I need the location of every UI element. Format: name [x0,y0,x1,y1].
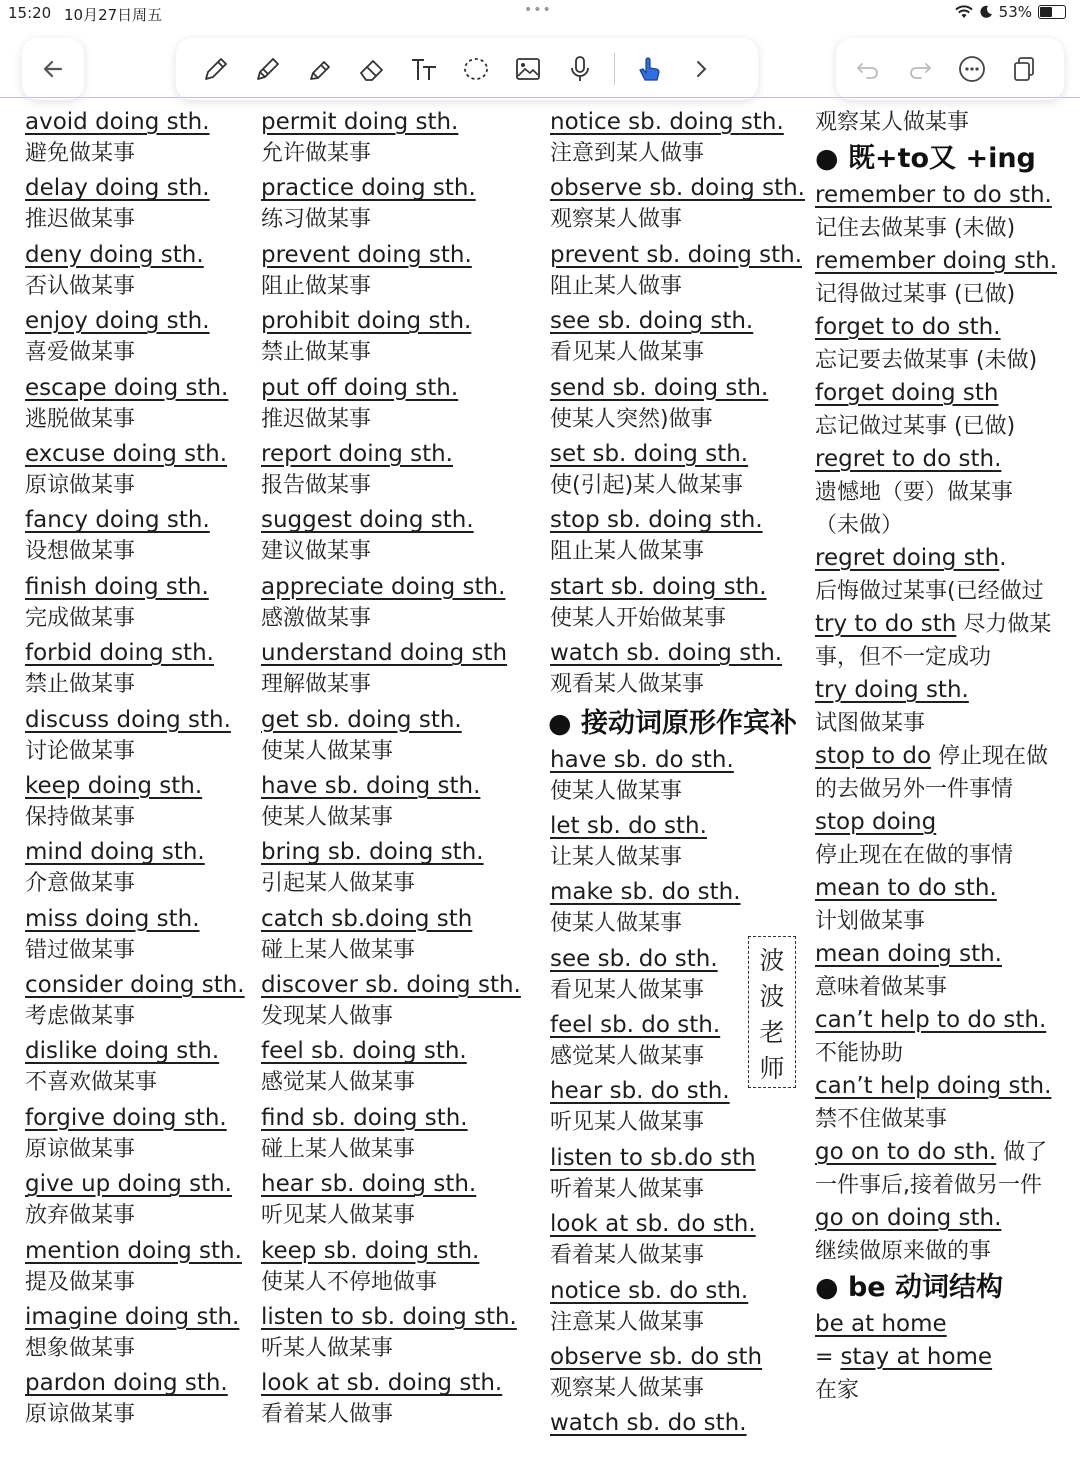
meaning-text: 停止现在做 [931,744,1049,769]
phrase-entry [550,637,810,703]
phrase-entry [25,438,251,504]
meaning-text: 试图做某事 [815,711,926,736]
chevron-right-icon [686,54,716,84]
phrase-entry [25,106,251,172]
column-4 [815,106,1075,1407]
phrase-entry [261,1301,541,1367]
phrase-text: report doing sth. [261,440,453,467]
phrase-entry [25,704,251,770]
meaning-text: 推迟做某事 [25,207,136,233]
phrase-entry [25,239,251,305]
phrase-text: delay doing sth. [25,175,210,202]
phrase-text: look at sb. do sth. [550,1211,756,1238]
phrase-entry [25,305,251,371]
meaning-text: 观看某人做某事 [550,672,705,698]
meaning-text: 考虑做某事 [25,1004,136,1030]
meaning-text: 保持做某事 [25,804,136,830]
section-heading-text: be 动词结构 [847,1272,1004,1303]
eraser-tool-button[interactable] [352,49,392,89]
meaning-text: 原谅做某事 [25,1402,136,1428]
meaning-text: 逃脱做某事 [25,406,136,432]
meaning-text: 看着某人做事 [261,1402,394,1428]
phrase-text: escape doing sth. [25,374,229,401]
phrase-text: go on to do sth. [815,1139,997,1165]
phrase-entry [261,571,541,637]
phrase-text: permit doing sth. [261,109,459,135]
phrase-entry [550,504,810,570]
meaning-text: 原谅做某事 [25,472,136,498]
meaning-text: （未做） [815,513,904,538]
more-tools-button[interactable] [681,49,721,89]
phrase-text: pardon doing sth. [25,1370,228,1397]
phrase-entry [261,172,541,238]
stamp-char: 波 [759,982,785,1011]
phrase-text: hear sb. doing sth. [261,1171,477,1198]
column-3 [550,106,810,1474]
phrase-entry [261,239,541,305]
meaning-text: 在家 [815,1378,860,1403]
redo-icon [905,54,935,84]
meaning-text: 错过做某事 [25,937,136,963]
phrase-entry [25,172,251,238]
undo-button[interactable] [848,49,888,89]
meaning-text [550,1439,810,1471]
phrase-text: notice sb. do sth. [550,1277,749,1304]
phrase-entry [261,1102,541,1168]
meaning-text: 禁止做某事 [261,340,372,366]
meaning-text: 推迟做某事 [261,406,372,432]
meaning-text: 不喜欢做某事 [25,1070,158,1096]
meaning-text: 建议做某事 [261,539,372,565]
phrase-entry [261,637,541,703]
phrase-text: prevent sb. doing sth. [550,241,803,268]
meaning-text: 的去做另外一件事情 [815,777,1014,802]
meaning-text: 使某人不停地做事 [261,1269,438,1295]
hand-touch-button[interactable] [629,49,669,89]
status-right [955,3,1066,21]
phrase-entry [25,836,251,902]
eraser-icon [357,54,387,84]
phrase-entry [550,106,810,172]
phrase-text: finish doing sth. [25,573,209,600]
image-icon [513,54,543,84]
meaning-text: 提及做某事 [25,1269,136,1295]
phrase-entry [550,571,810,637]
wifi-icon [955,5,973,19]
status-time: 15:20 [8,4,52,22]
more-icon [957,54,987,84]
phrase-entry [261,372,541,438]
phrase-entry [550,1142,810,1208]
meaning-text: 原谅做某事 [25,1136,136,1162]
phrase-entry [25,969,251,1035]
phrase-entry [25,770,251,836]
highlighter-icon [305,54,335,84]
pen-tool-button[interactable] [196,49,236,89]
phrase-entry [261,903,541,969]
phrase-text: have sb. do sth. [550,746,734,773]
lasso-tool-button[interactable] [456,49,496,89]
phrase-text: hear sb. do sth. [550,1078,730,1105]
moon-icon [979,5,993,19]
phrase-entry [261,305,541,371]
phrase-text: see sb. do sth. [550,945,718,972]
meaning-text: 喜爱做某事 [25,340,136,366]
meaning-text: 介意做某事 [25,871,136,897]
column-1 [25,106,251,1434]
phrase-entry [25,1102,251,1168]
meaning-text: 忘记要去做某事 (未做) [815,348,1038,373]
text-icon [409,54,439,84]
meaning-text: 计划做某事 [815,909,926,934]
phrase-text: try to do sth [815,611,957,637]
phrase-text: get sb. doing sth. [261,706,462,733]
section-heading-text: 接动词原形作宾补 [580,707,797,739]
phrase-text: feel sb. doing sth. [261,1038,467,1065]
phrase-text: bring sb. doing sth. [261,839,484,866]
phrase-text: be at home [815,1311,947,1337]
meaning-text: 听着某人做某事 [550,1176,705,1202]
meaning-text: 发现某人做事 [261,1004,394,1030]
phrase-text: feel sb. do sth. [550,1012,721,1039]
meaning-text: 允许做某事 [261,141,372,166]
arrow-left-icon [38,54,68,84]
phrase-text: suggest doing sth. [261,507,474,534]
meaning-text: 做了 [996,1140,1048,1165]
phrase-text: avoid doing sth. [25,109,210,135]
meaning-text: 一件事后,接着做另一件 [815,1173,1042,1198]
phrase-text: let sb. do sth. [550,812,707,839]
phrase-text: deny doing sth. [25,241,204,268]
phrase-entry [261,1367,541,1433]
phrase-text: observe sb. do sth [550,1344,763,1371]
phrase-entry [25,372,251,438]
phrase-text: stop doing [815,809,937,835]
tools-card [176,38,758,100]
phrase-text: watch sb. do sth. [550,1410,747,1437]
phrase-text: remember to do sth. [815,182,1052,208]
meaning-text: 碰上某人做某事 [261,1136,416,1162]
toolbar-divider [614,53,615,85]
phrase-text: mean to do sth. [815,875,997,901]
phrase-text: stay at home [840,1344,993,1370]
phrase-entry [25,1168,251,1234]
meaning-text: 报告做某事 [261,472,372,498]
multitask-dots[interactable]: ••• [524,2,552,18]
phrase-text: forgive doing sth. [25,1104,227,1131]
meaning-text: 禁止做某事 [25,672,136,698]
redo-button[interactable] [900,49,940,89]
meaning-text: 放弃做某事 [25,1203,136,1229]
pencil-icon [253,54,283,84]
phrase-entry [550,172,810,238]
meaning-text: 使某人突然)做事 [550,406,713,432]
meaning-text: 避免做某事 [25,141,136,166]
phrase-entry [25,637,251,703]
meaning-text: 听见某人做某事 [261,1203,416,1229]
phrase-entry [25,504,251,570]
phrase-entry [550,1208,810,1274]
meaning-text: 阻止某人做事 [550,273,683,299]
meaning-text: 意味着做某事 [815,975,948,1000]
phrase-text: find sb. doing sth. [261,1104,468,1131]
phrase-text: try doing sth. [815,677,969,703]
meaning-text: 想象做某事 [25,1336,136,1362]
phrase-text: keep sb. doing sth. [261,1237,480,1264]
meaning-text: 注意某人做某事 [550,1309,705,1335]
meaning-text: 不能协助 [815,1041,904,1066]
meaning-text: 听见某人做某事 [550,1110,705,1136]
phrase-text: can’t help doing sth. [815,1073,1052,1099]
meaning-text: 事，但不一定成功 [815,645,992,670]
meaning-text: 记住去做某事 (未做) [815,216,1016,241]
meaning-text: 讨论做某事 [25,738,136,764]
hand-touch-icon [634,54,664,84]
phrase-text: prevent doing sth. [261,241,472,268]
meaning-text: 使某人开始做某事 [550,605,727,631]
microphone-tool-button[interactable] [560,49,600,89]
meaning-text: 阻止某人做某事 [550,539,705,565]
phrase-entry [550,1341,810,1407]
phrase-entry [550,1407,810,1473]
phrase-entry [25,1235,251,1301]
phrase-entry [550,876,810,942]
meaning-text: 看见某人做某事 [550,340,705,366]
phrase-entry [550,372,810,438]
phrase-text: forget to do sth. [815,314,1001,340]
image-tool-button[interactable] [508,49,548,89]
phrase-text: give up doing sth. [25,1171,232,1198]
phrase-text: can’t help to do sth. [815,1007,1047,1033]
phrase-text: enjoy doing sth. [25,308,210,335]
section-heading-to-and-ing: ● 既+to又 +ing [815,143,1036,174]
meaning-text: 继续做原来做的事 [815,1239,992,1264]
phrase-text: discuss doing sth. [25,706,231,733]
meaning-text: 听某人做某事 [261,1336,394,1362]
phrase-entry [550,1275,810,1341]
meaning-text: 理解做某事 [261,672,372,698]
meaning-text: 使(引起)某人做某事 [550,472,744,498]
phrase-text: stop sb. doing sth. [550,507,763,534]
phrase-text: stop to do [815,743,932,769]
meaning-text: 忘记做过某事 (已做) [815,414,1016,439]
phrase-entry [261,438,541,504]
more-button[interactable] [952,49,992,89]
pencil-tool-button[interactable] [248,49,288,89]
phrase-entry [261,1235,541,1301]
phrase-text: regret to do sth. [815,446,1002,472]
meaning-text: 禁不住做某事 [815,1107,948,1132]
phrase-text: excuse doing sth. [25,440,228,467]
meaning-text: 引起某人做某事 [261,871,416,897]
phrase-text: forbid doing sth. [25,640,214,667]
phrase-text: mention doing sth. [25,1237,242,1264]
phrase-text: remember doing sth. [815,248,1058,274]
stamp-char: 师 [759,1054,785,1083]
phrase-text: make sb. do sth. [550,879,741,906]
meaning-text: 使某人做某事 [550,778,683,804]
phrase-text: mean doing sth. [815,941,1002,967]
meaning-text: 设想做某事 [25,539,136,565]
phrase-text: keep doing sth. [25,772,203,799]
section-heading-be-structure: ● be 动词结构 [815,1272,1004,1303]
phrase-text: appreciate doing sth. [261,573,506,600]
phrase-text: forget doing sth [815,380,999,406]
meaning-text: 记得做过某事 (已做) [815,282,1016,307]
phrase-text: fancy doing sth. [25,507,210,534]
meaning-text: 看着某人做某事 [550,1243,705,1269]
meaning-text: 后悔做过某事(已经做过 [815,579,1044,604]
microphone-icon [565,54,595,84]
undo-icon [853,54,883,84]
phrase-text: see sb. doing sth. [550,308,754,335]
meaning-text: 感觉某人做某事 [261,1070,416,1096]
phrase-text: send sb. doing sth. [550,374,769,401]
phrase-text: regret doing sth [815,545,1000,571]
meaning-text: 使某人做某事 [550,911,683,937]
phrase-text: have sb. doing sth. [261,772,481,799]
phrase-text: prohibit doing sth. [261,308,472,335]
equals-sign: = [815,1345,841,1370]
phrase-entry [261,1035,541,1101]
meaning-text: 使某人做某事 [261,804,394,830]
meaning-text: 看见某人做某事 [550,977,705,1003]
battery-icon [1038,5,1066,19]
status-date: 10月27日周五 [64,6,163,24]
phrase-text: dislike doing sth. [25,1038,220,1065]
phrase-text: go on doing sth. [815,1205,1002,1231]
phrase-entry [25,1367,251,1433]
phrase-entry [550,239,810,305]
battery-percent: 53% [998,3,1032,21]
actions-card [836,38,1064,100]
phrase-entry [261,969,541,1035]
meaning-text: 观察某人做事 [550,207,683,233]
section-heading-bare-infinitive: ● 接动词原形作宾补 [548,707,797,739]
meaning-text: 注意到某人做事 [550,141,705,166]
phrase-text: discover sb. doing sth. [261,972,521,999]
phrase-text: mind doing sth. [25,839,205,866]
section-heading-text: 既+to又 +ing [847,143,1036,174]
stamp-char: 波 [759,946,785,975]
meaning-text: 让某人做某事 [550,844,683,870]
meaning-text: 停止现在在做的事情 [815,843,1014,868]
phrase-text: observe sb. doing sth. [550,175,805,202]
battery-fill [1040,7,1052,17]
meaning-text: 碰上某人做某事 [261,937,416,963]
column-2 [261,106,541,1434]
phrase-entry [550,305,810,371]
phrase-text: catch sb.doing sth [261,905,473,932]
phrase-entry [261,106,541,172]
phrase-text: understand doing sth [261,640,508,667]
phrase-entry [261,704,541,770]
meaning-text: 遗憾地（要）做某事 [815,480,1014,505]
phrase-text: put off doing sth. [261,374,459,401]
phrase-entry [550,810,810,876]
phrase-entry [550,744,810,810]
status-bar [0,0,1080,28]
phrase-entry [25,903,251,969]
text-tool-button[interactable] [404,49,444,89]
meaning-text: 练习做某事 [261,207,372,233]
meaning-text: 阻止做某事 [261,273,372,299]
meaning-text: 感激做某事 [261,605,372,631]
phrase-entry [261,770,541,836]
phrase-entry [25,1035,251,1101]
back-card [22,38,84,100]
page-top-divider [0,97,1080,98]
phrase-text: consider doing sth. [25,972,245,999]
back-button[interactable] [33,49,73,89]
phrase-text: imagine doing sth. [25,1304,240,1331]
phrase-entry [261,836,541,902]
meaning-text: 观察某人做某事 [550,1376,705,1402]
phrase-entry [550,438,810,504]
phrase-text: start sb. doing sth. [550,573,767,600]
phrase-text: listen to sb. doing sth. [261,1304,517,1331]
phrase-entry [25,571,251,637]
pen-icon [201,54,231,84]
phrase-text: miss doing sth. [25,905,200,932]
phrase-text: notice sb. doing sth. [550,109,784,135]
meaning-text: 观察某人做某事 [815,110,970,135]
meaning-text: 尽力做某 [956,612,1052,637]
pages-icon [1009,54,1039,84]
author-stamp [748,936,796,1088]
meaning-text: 感觉某人做某事 [550,1044,705,1070]
meaning-text: 完成做某事 [25,605,136,631]
phrase-text: practice doing sth. [261,175,476,202]
pages-button[interactable] [1004,49,1044,89]
lasso-icon [461,54,491,84]
phrase-text: watch sb. doing sth. [550,640,783,667]
meaning-text: 使某人做某事 [261,738,394,764]
meaning-text: 否认做某事 [25,273,136,299]
phrase-entry [261,504,541,570]
phrase-period: . [999,545,1007,571]
phrase-text: look at sb. doing sth. [261,1370,503,1397]
stamp-char: 老 [759,1018,785,1047]
phrase-text: set sb. doing sth. [550,440,749,467]
phrase-text: listen to sb.do sth [550,1144,756,1171]
phrase-entry [261,1168,541,1234]
phrase-entry [25,1301,251,1367]
highlighter-tool-button[interactable] [300,49,340,89]
